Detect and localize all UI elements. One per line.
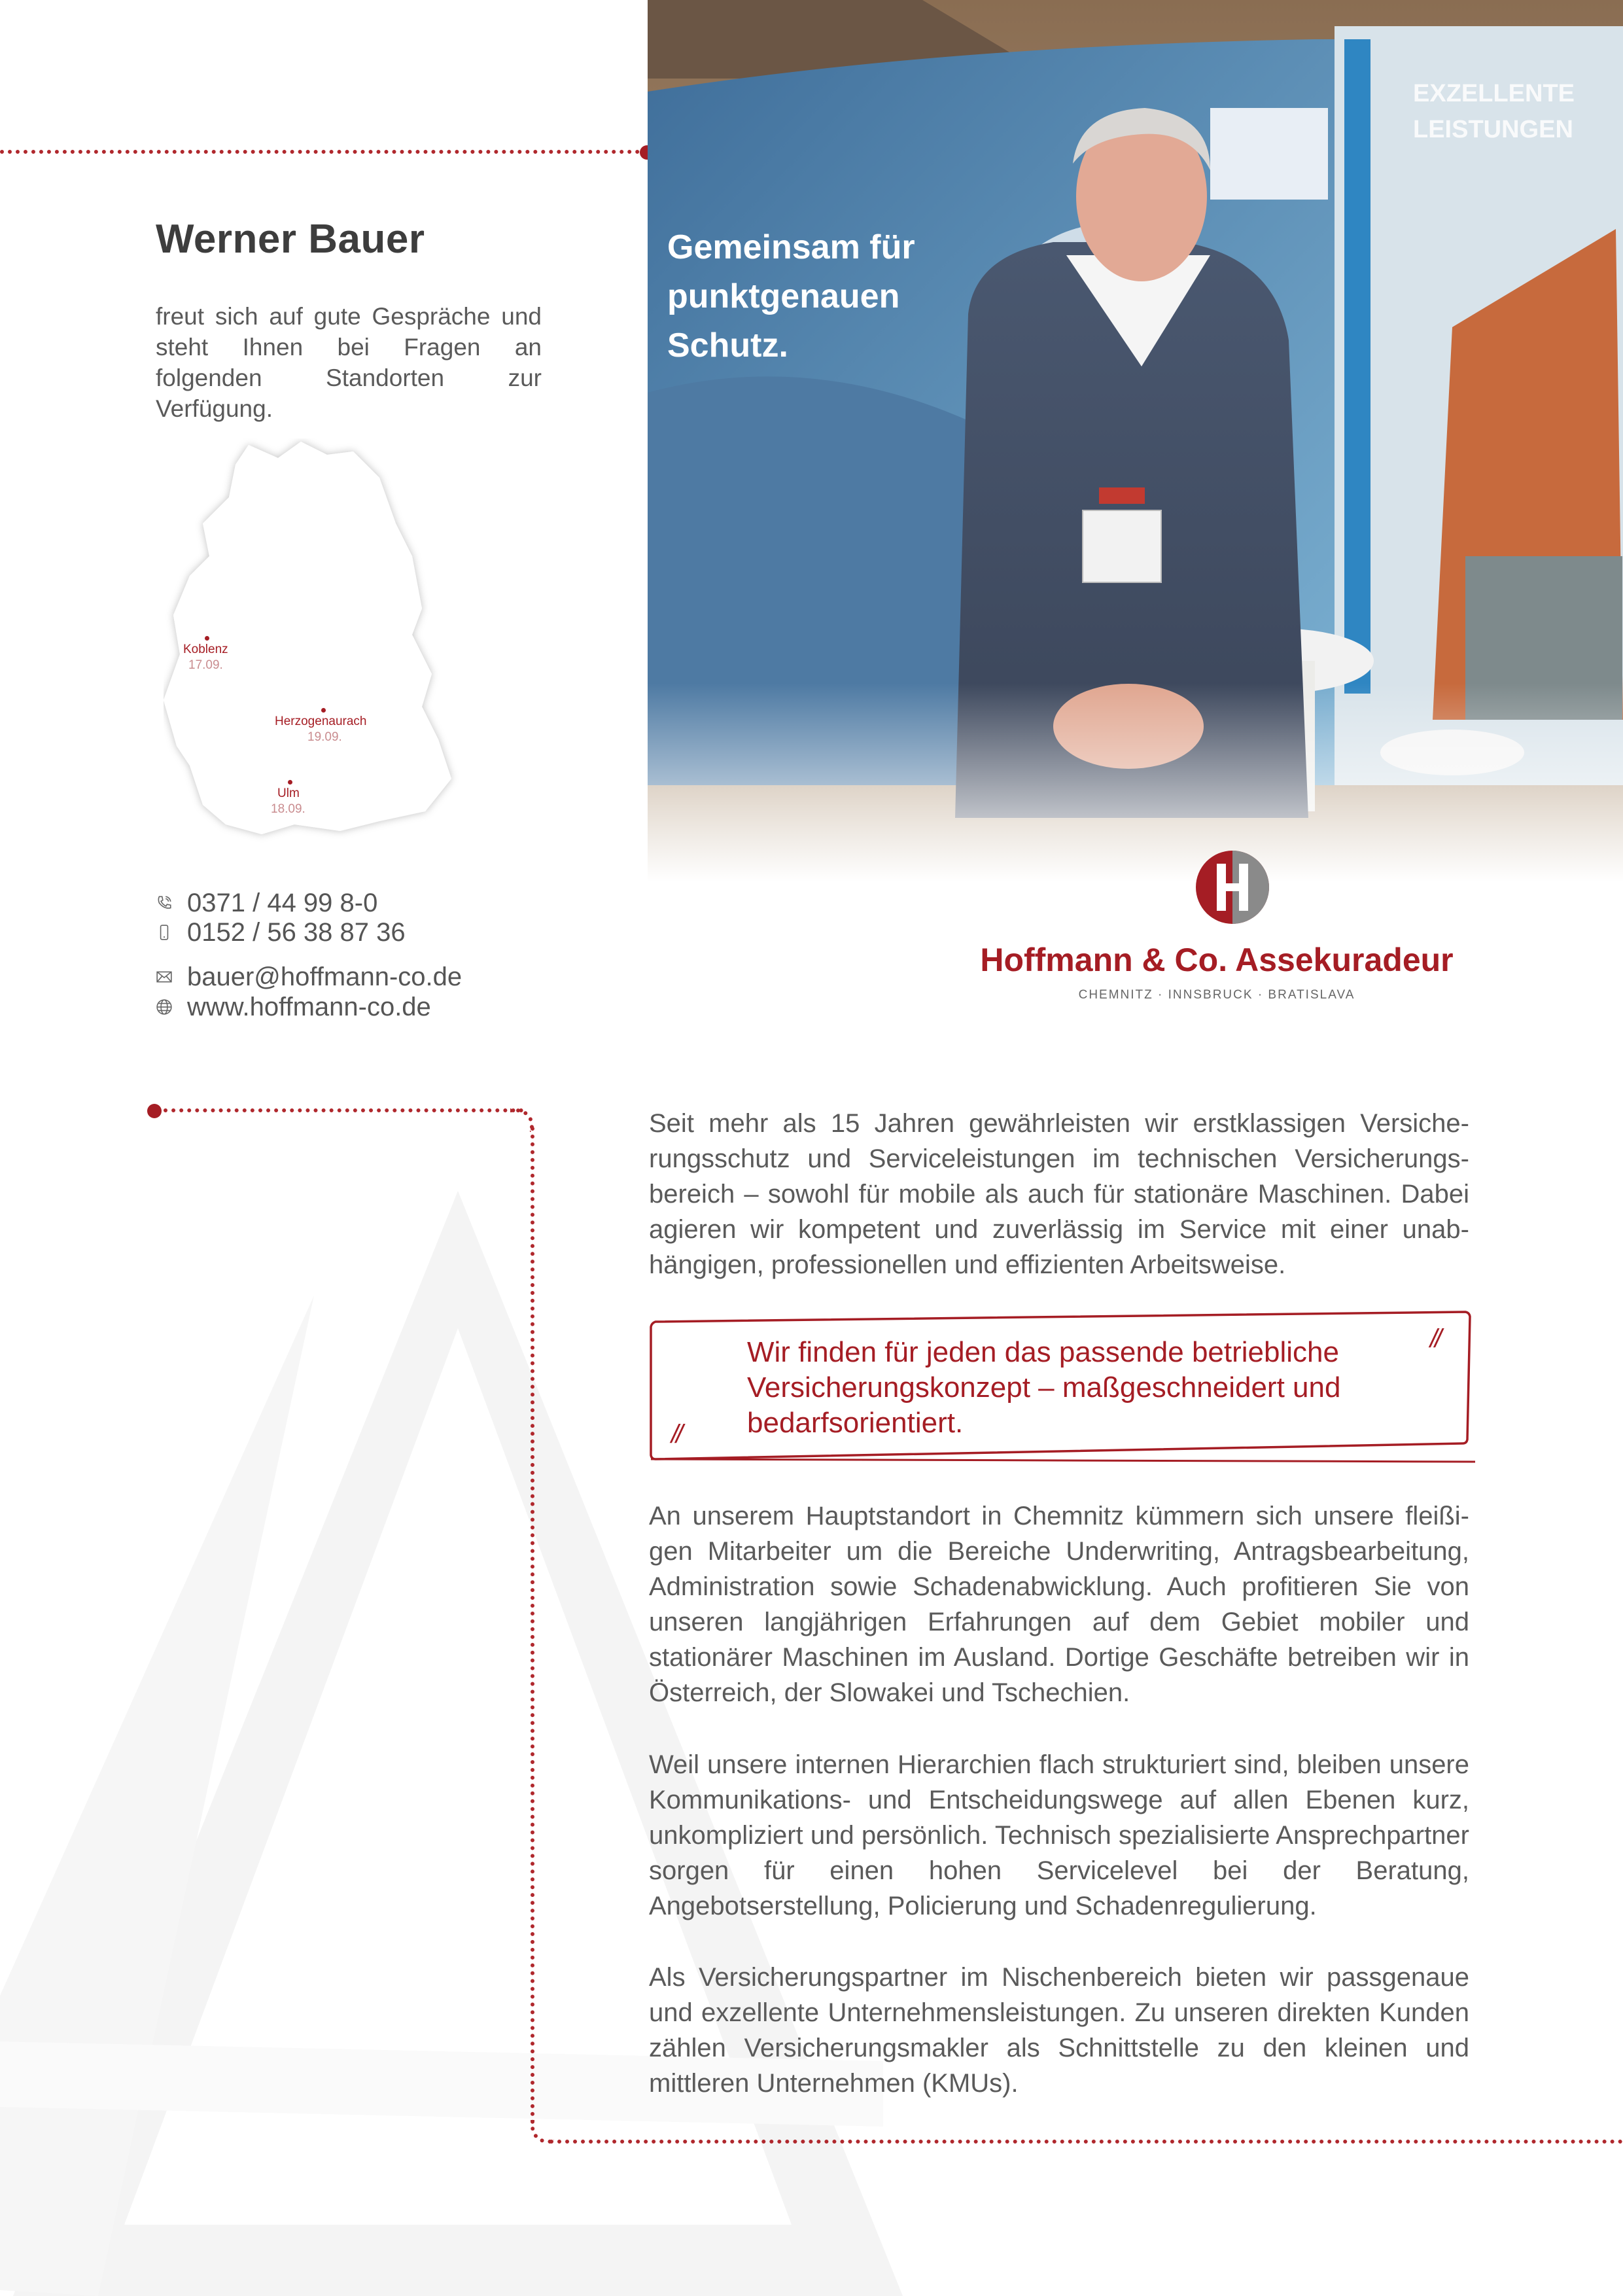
phone-number: 0371 / 44 99 8-0 <box>187 888 378 917</box>
bracket-bottom-line <box>550 2140 1623 2144</box>
photo-werner-bauer-at-booth <box>648 0 1623 949</box>
map-date-koblenz: 17.09. <box>188 658 223 672</box>
map-dot-herzogenaurach <box>321 708 326 713</box>
quote-mark-close: // <box>1430 1324 1440 1353</box>
contact-phone[interactable] <box>156 888 377 918</box>
email-address: bauer@hoffmann-co.de <box>187 962 462 991</box>
contact-email[interactable] <box>156 962 462 992</box>
top-dotted-line <box>0 150 640 154</box>
map-date-herzogenaurach: 19.09. <box>307 730 342 744</box>
paragraph-1: Seit mehr als 15 Jahren gewährleisten wir erstklassigen Versicherungsschutz und Serviceleistungen im technischen Versicherungsbereich – sowohl für mobile als auch für stationäre Maschinen. Dabei agieren wir kompetent und zuverlässig im Service mit einer unabhängigen, professionellen und effizienten Arbeitsweise. <box>649 1109 1469 1279</box>
bracket-vertical-line <box>531 1127 534 2125</box>
web-address: www.hoffmann-co.de <box>187 992 431 1021</box>
map-dot-ulm <box>288 780 292 785</box>
paragraph-4: Als Versicherungspartner im Nischenbereich bieten wir passgenaue und exzellente Unternehmensleistungen. Zu unseren direkten Kunden zählen Versicherungsmakler als Schnittstelle zu den kleinen und mittleren Unternehmen (KMUs). <box>649 1963 1469 2098</box>
map-label-herzogenaurach: Herzogenaurach <box>275 715 367 728</box>
person-intro: freut sich auf gute Gespräche und steht Ihnen bei Fragen an folgenden Standorten zur Verfügung. <box>156 303 542 422</box>
paragraph-2: An unserem Hauptstandort in Chemnitz kümmern sich unsere fleißigen Mitarbeiter um die Bereiche Underwriting, Antragsbearbeitung, Administration sowie Schadenabwicklung. Auch profitieren Sie von unseren langjährigen Erfahrungen auf dem Gebiet mobiler und stationärer Maschinen im Ausland. Dortige Geschäfte betreiben wir in Österreich, der Slowakei und Tschechien. <box>649 1502 1469 1707</box>
globe-icon <box>156 998 173 1016</box>
map-dot-koblenz <box>205 636 209 641</box>
quote-mark-open: // <box>671 1420 681 1449</box>
person-name: Werner Bauer <box>156 217 425 262</box>
highlight-quote: Wir finden für jeden das passende betriebliche Versicherungskonzept – maßgeschneidert und bedarfsorientiert. <box>747 1336 1341 1439</box>
map-label-koblenz: Koblenz <box>183 643 228 656</box>
map-date-ulm: 18.09. <box>271 802 305 816</box>
bracket-start-dot <box>147 1104 162 1118</box>
mobile-phone-icon <box>156 924 173 941</box>
company-logo-icon <box>1195 849 1270 925</box>
map-label-ulm: Ulm <box>277 786 300 800</box>
company-name: Hoffmann & Co. Assekuradeur <box>980 942 1454 978</box>
mobile-number: 0152 / 56 38 87 36 <box>187 917 406 947</box>
paragraph-3: Weil unsere internen Hierarchien flach strukturiert sind, bleiben unsere Kommunikations- und Entscheidungswege auf allen Ebenen kurz, unkompliziert und persönlich. Technisch spezialisierte Ansprechpartner sorgen für einen hohen Servicelevel bei der Beratung, Angebotserstellung, Policierung und Schadenregulierung. <box>649 1750 1469 1920</box>
mail-icon <box>156 968 173 985</box>
contact-web[interactable] <box>156 992 431 1022</box>
bracket-top-line <box>164 1108 523 1112</box>
phone-icon <box>156 894 173 911</box>
company-cities: CHEMNITZ · INNSBRUCK · BRATISLAVA <box>1078 988 1355 1002</box>
contact-mobile[interactable] <box>156 917 406 947</box>
